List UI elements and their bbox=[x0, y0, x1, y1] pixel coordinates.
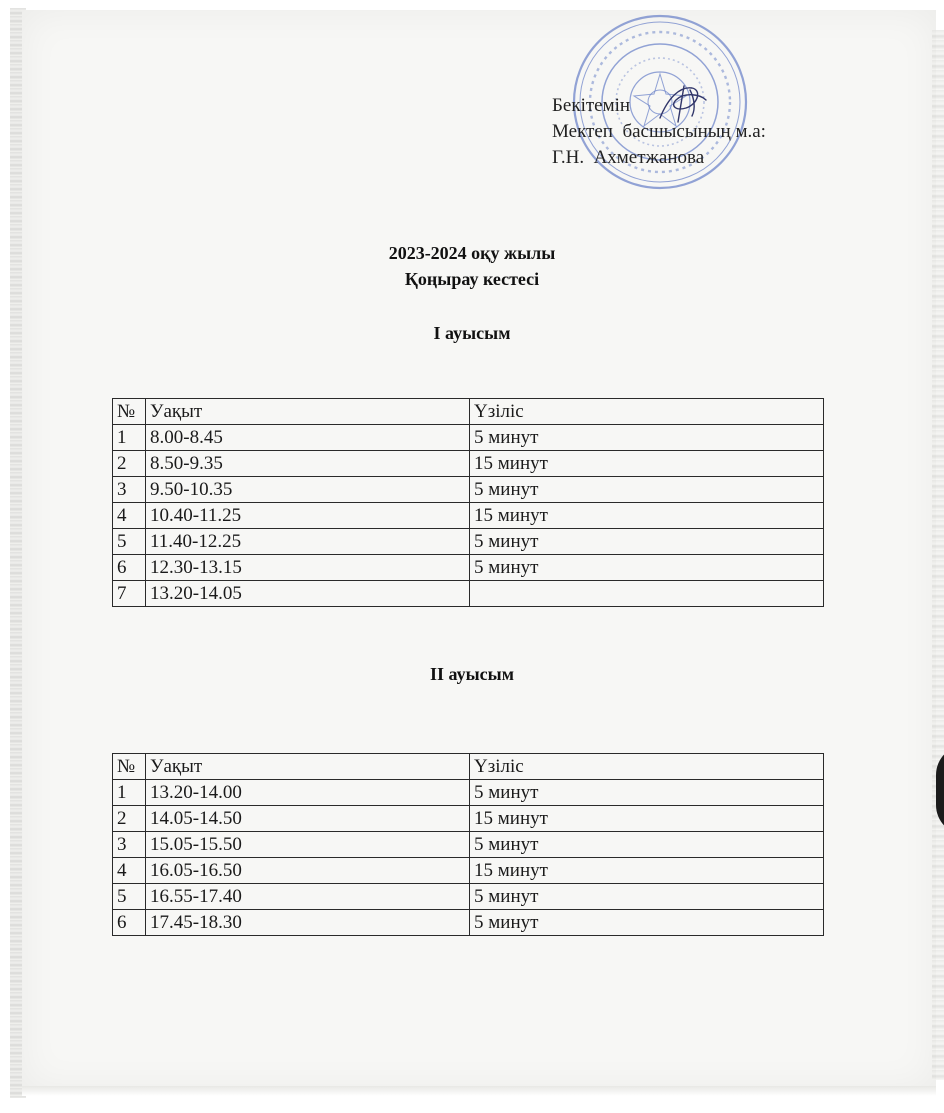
lesson-time: 13.20-14.00 bbox=[146, 780, 470, 806]
header-time: Уақыт bbox=[146, 754, 470, 780]
approval-title: Бекітемін bbox=[552, 95, 631, 116]
table-header-row bbox=[113, 399, 824, 425]
lesson-number: 2 bbox=[113, 451, 146, 477]
lesson-time: 16.05-16.50 bbox=[146, 858, 470, 884]
break-duration: 5 минут bbox=[470, 477, 824, 503]
lesson-time: 10.40-11.25 bbox=[146, 503, 470, 529]
break-duration: 5 минут bbox=[470, 884, 824, 910]
table-row bbox=[113, 832, 824, 858]
shift1-table bbox=[112, 398, 824, 607]
table-row bbox=[113, 910, 824, 936]
table-row bbox=[113, 529, 824, 555]
break-duration: 15 минут bbox=[470, 858, 824, 884]
shift1-heading: I ауысым bbox=[433, 323, 511, 343]
lesson-number: 1 bbox=[113, 780, 146, 806]
shift2-heading: II ауысым bbox=[430, 664, 514, 684]
table-row bbox=[113, 581, 824, 607]
lesson-time: 17.45-18.30 bbox=[146, 910, 470, 936]
table-row bbox=[113, 555, 824, 581]
lesson-time: 9.50-10.35 bbox=[146, 477, 470, 503]
break-duration: 5 минут bbox=[470, 780, 824, 806]
lesson-number: 4 bbox=[113, 503, 146, 529]
table-row bbox=[113, 884, 824, 910]
table-row bbox=[113, 477, 824, 503]
lesson-time: 14.05-14.50 bbox=[146, 806, 470, 832]
lesson-number: 3 bbox=[113, 477, 146, 503]
break-duration: 5 минут bbox=[470, 425, 824, 451]
break-duration: 5 минут bbox=[470, 832, 824, 858]
lesson-time: 13.20-14.05 bbox=[146, 581, 470, 607]
header-number: № bbox=[113, 754, 146, 780]
lesson-time: 12.30-13.15 bbox=[146, 555, 470, 581]
lesson-number: 5 bbox=[113, 529, 146, 555]
lesson-number: 2 bbox=[113, 806, 146, 832]
paper-edge-bottom bbox=[22, 1086, 936, 1096]
lesson-number: 5 bbox=[113, 884, 146, 910]
lesson-time: 16.55-17.40 bbox=[146, 884, 470, 910]
paper-edge-right bbox=[932, 30, 944, 1080]
lesson-number: 1 bbox=[113, 425, 146, 451]
approval-name: Г.Н. Ахметжанова bbox=[552, 147, 705, 168]
header-time: Уақыт bbox=[146, 399, 470, 425]
lesson-time: 11.40-12.25 bbox=[146, 529, 470, 555]
lesson-number: 3 bbox=[113, 832, 146, 858]
header-break: Үзіліс bbox=[470, 754, 824, 780]
break-duration: 5 минут bbox=[470, 555, 824, 581]
lesson-number: 6 bbox=[113, 910, 146, 936]
lesson-number: 7 bbox=[113, 581, 146, 607]
header-break: Үзіліс bbox=[470, 399, 824, 425]
lesson-number: 4 bbox=[113, 858, 146, 884]
break-duration bbox=[470, 581, 824, 607]
break-duration: 5 минут bbox=[470, 910, 824, 936]
table-header-row bbox=[113, 754, 824, 780]
lesson-number: 6 bbox=[113, 555, 146, 581]
table-row bbox=[113, 858, 824, 884]
lesson-time: 8.00-8.45 bbox=[146, 425, 470, 451]
break-duration: 15 минут bbox=[470, 806, 824, 832]
lesson-time: 8.50-9.35 bbox=[146, 451, 470, 477]
approval-block bbox=[552, 93, 766, 171]
break-duration: 5 минут bbox=[470, 529, 824, 555]
header-number: № bbox=[113, 399, 146, 425]
table-row bbox=[113, 780, 824, 806]
table-row bbox=[113, 503, 824, 529]
table-row bbox=[113, 806, 824, 832]
lesson-time: 15.05-15.50 bbox=[146, 832, 470, 858]
table-row bbox=[113, 425, 824, 451]
academic-year-title: 2023-2024 оқу жылы bbox=[388, 243, 556, 263]
break-duration: 15 минут bbox=[470, 503, 824, 529]
table-row bbox=[113, 451, 824, 477]
approval-position: Мектеп басшысының м.а: bbox=[552, 121, 766, 142]
schedule-title: Қоңырау кестесі bbox=[404, 269, 540, 289]
shift2-table bbox=[112, 753, 824, 936]
break-duration: 15 минут bbox=[470, 451, 824, 477]
